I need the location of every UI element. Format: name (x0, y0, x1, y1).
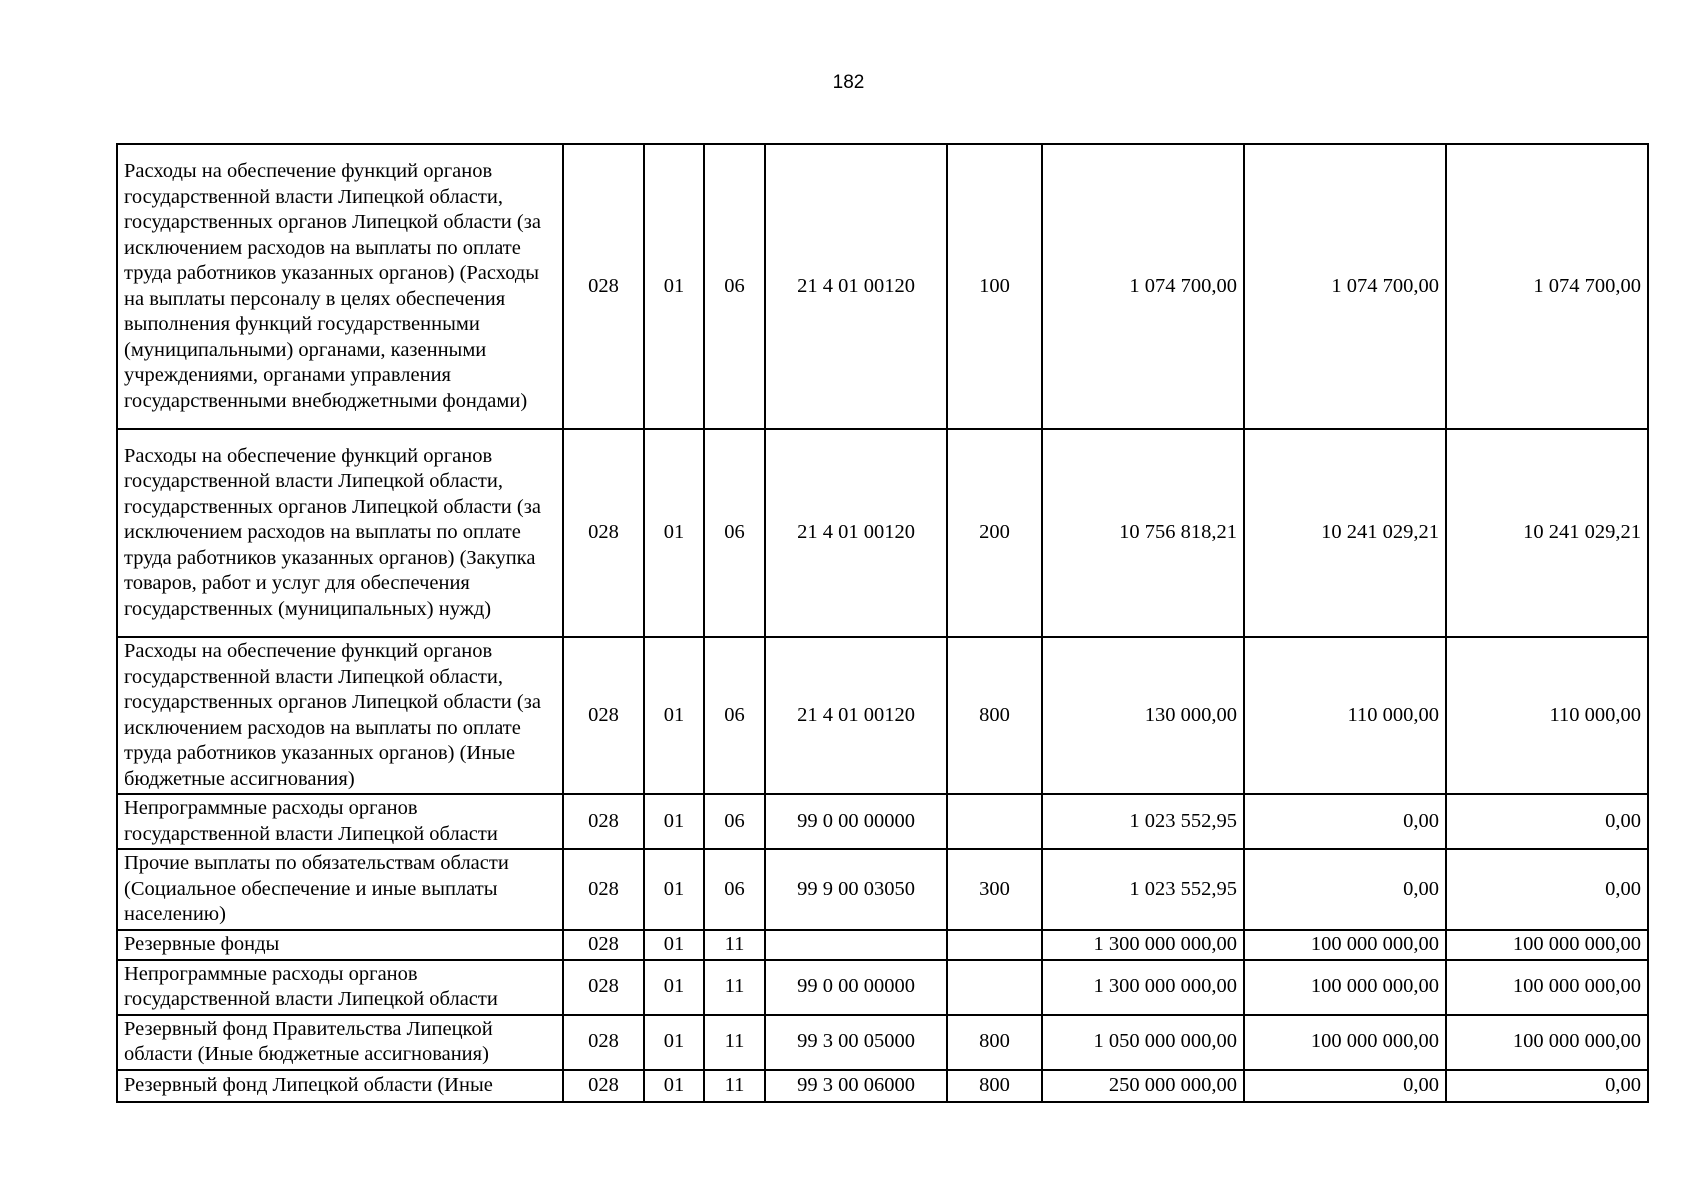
row-section-code: 01 (644, 849, 704, 930)
row-section-code: 01 (644, 637, 704, 794)
row-sum-1: 1 050 000 000,00 (1042, 1015, 1244, 1070)
row-name: Резервный фонд Правительства Липецкой области (Иные бюджетные ассигнования) (117, 1015, 563, 1070)
row-subsection-code: 11 (704, 1015, 765, 1070)
row-subsection-code: 11 (704, 960, 765, 1015)
row-name: Резервные фонды (117, 930, 563, 960)
row-target-code: 21 4 01 00120 (765, 429, 947, 637)
row-sum-3: 0,00 (1446, 1070, 1648, 1102)
row-subsection-code: 11 (704, 930, 765, 960)
row-expense-type (947, 960, 1042, 1015)
row-section-code: 01 (644, 930, 704, 960)
row-subsection-code: 06 (704, 637, 765, 794)
row-sum-1: 1 300 000 000,00 (1042, 930, 1244, 960)
row-sum-2: 100 000 000,00 (1244, 1015, 1446, 1070)
row-section-code: 01 (644, 960, 704, 1015)
row-sum-3: 0,00 (1446, 849, 1648, 930)
row-ministry-code: 028 (563, 637, 644, 794)
row-expense-type (947, 930, 1042, 960)
row-subsection-code: 06 (704, 794, 765, 849)
row-sum-1: 10 756 818,21 (1042, 429, 1244, 637)
row-sum-3: 110 000,00 (1446, 637, 1648, 794)
row-section-code: 01 (644, 1015, 704, 1070)
row-section-code: 01 (644, 429, 704, 637)
row-ministry-code: 028 (563, 1070, 644, 1102)
row-sum-3: 100 000 000,00 (1446, 1015, 1648, 1070)
row-ministry-code: 028 (563, 930, 644, 960)
row-sum-2: 100 000 000,00 (1244, 930, 1446, 960)
row-ministry-code: 028 (563, 144, 644, 429)
table-row (117, 1070, 1648, 1102)
row-sum-1: 1 023 552,95 (1042, 794, 1244, 849)
row-name: Непрограммные расходы органов государственной власти Липецкой области (117, 794, 563, 849)
row-target-code (765, 930, 947, 960)
row-sum-1: 1 023 552,95 (1042, 849, 1244, 930)
table-row (117, 930, 1648, 960)
row-target-code: 99 0 00 00000 (765, 794, 947, 849)
row-ministry-code: 028 (563, 429, 644, 637)
row-subsection-code: 06 (704, 144, 765, 429)
row-subsection-code: 06 (704, 429, 765, 637)
row-sum-1: 250 000 000,00 (1042, 1070, 1244, 1102)
row-sum-3: 100 000 000,00 (1446, 960, 1648, 1015)
row-expense-type: 200 (947, 429, 1042, 637)
row-sum-2: 0,00 (1244, 794, 1446, 849)
row-expense-type: 300 (947, 849, 1042, 930)
row-sum-1: 1 300 000 000,00 (1042, 960, 1244, 1015)
row-section-code: 01 (644, 794, 704, 849)
row-target-code: 99 3 00 06000 (765, 1070, 947, 1102)
table-row (117, 429, 1648, 637)
row-target-code: 21 4 01 00120 (765, 637, 947, 794)
row-sum-3: 1 074 700,00 (1446, 144, 1648, 429)
row-name: Расходы на обеспечение функций органов государственной власти Липецкой области, государственных органов Липецкой области (за исключением расходов на выплаты по оплате труда работников указанных органов) (Закупка товаров, работ и услуг для обеспечения государственных (муниципальных) нужд) (117, 429, 563, 637)
row-name: Резервный фонд Липецкой области (Иные (117, 1070, 563, 1102)
row-sum-3: 100 000 000,00 (1446, 930, 1648, 960)
row-sum-2: 1 074 700,00 (1244, 144, 1446, 429)
row-expense-type: 800 (947, 1015, 1042, 1070)
row-name: Прочие выплаты по обязательствам области (Социальное обеспечение и иные выплаты населению) (117, 849, 563, 930)
row-ministry-code: 028 (563, 1015, 644, 1070)
row-sum-2: 0,00 (1244, 1070, 1446, 1102)
table-row (117, 1015, 1648, 1070)
row-target-code: 99 9 00 03050 (765, 849, 947, 930)
budget-table (116, 143, 1649, 1103)
row-sum-3: 10 241 029,21 (1446, 429, 1648, 637)
row-ministry-code: 028 (563, 960, 644, 1015)
row-section-code: 01 (644, 1070, 704, 1102)
row-target-code: 99 0 00 00000 (765, 960, 947, 1015)
row-expense-type: 100 (947, 144, 1042, 429)
row-sum-2: 0,00 (1244, 849, 1446, 930)
row-section-code: 01 (644, 144, 704, 429)
table-row (117, 960, 1648, 1015)
row-sum-2: 10 241 029,21 (1244, 429, 1446, 637)
row-name: Расходы на обеспечение функций органов государственной власти Липецкой области, государственных органов Липецкой области (за исключением расходов на выплаты по оплате труда работников указанных органов) (Расходы на выплаты персоналу в целях обеспечения выполнения функций государственными (муниципальными) органами, казенными учреждениями, органами управления государственными внебюджетными фондами) (117, 144, 563, 429)
row-sum-1: 130 000,00 (1042, 637, 1244, 794)
row-expense-type (947, 794, 1042, 849)
table-row (117, 794, 1648, 849)
row-target-code: 21 4 01 00120 (765, 144, 947, 429)
table-row (117, 849, 1648, 930)
row-name: Расходы на обеспечение функций органов государственной власти Липецкой области, государственных органов Липецкой области (за исключением расходов на выплаты по оплате труда работников указанных органов) (Иные бюджетные ассигнования) (117, 637, 563, 794)
row-sum-2: 110 000,00 (1244, 637, 1446, 794)
row-ministry-code: 028 (563, 849, 644, 930)
row-subsection-code: 06 (704, 849, 765, 930)
row-expense-type: 800 (947, 637, 1042, 794)
page-number: 182 (832, 72, 865, 93)
row-sum-3: 0,00 (1446, 794, 1648, 849)
row-expense-type: 800 (947, 1070, 1042, 1102)
row-name: Непрограммные расходы органов государственной власти Липецкой области (117, 960, 563, 1015)
row-subsection-code: 11 (704, 1070, 765, 1102)
table-row (117, 637, 1648, 794)
row-sum-1: 1 074 700,00 (1042, 144, 1244, 429)
table-row (117, 144, 1648, 429)
row-ministry-code: 028 (563, 794, 644, 849)
row-sum-2: 100 000 000,00 (1244, 960, 1446, 1015)
row-target-code: 99 3 00 05000 (765, 1015, 947, 1070)
